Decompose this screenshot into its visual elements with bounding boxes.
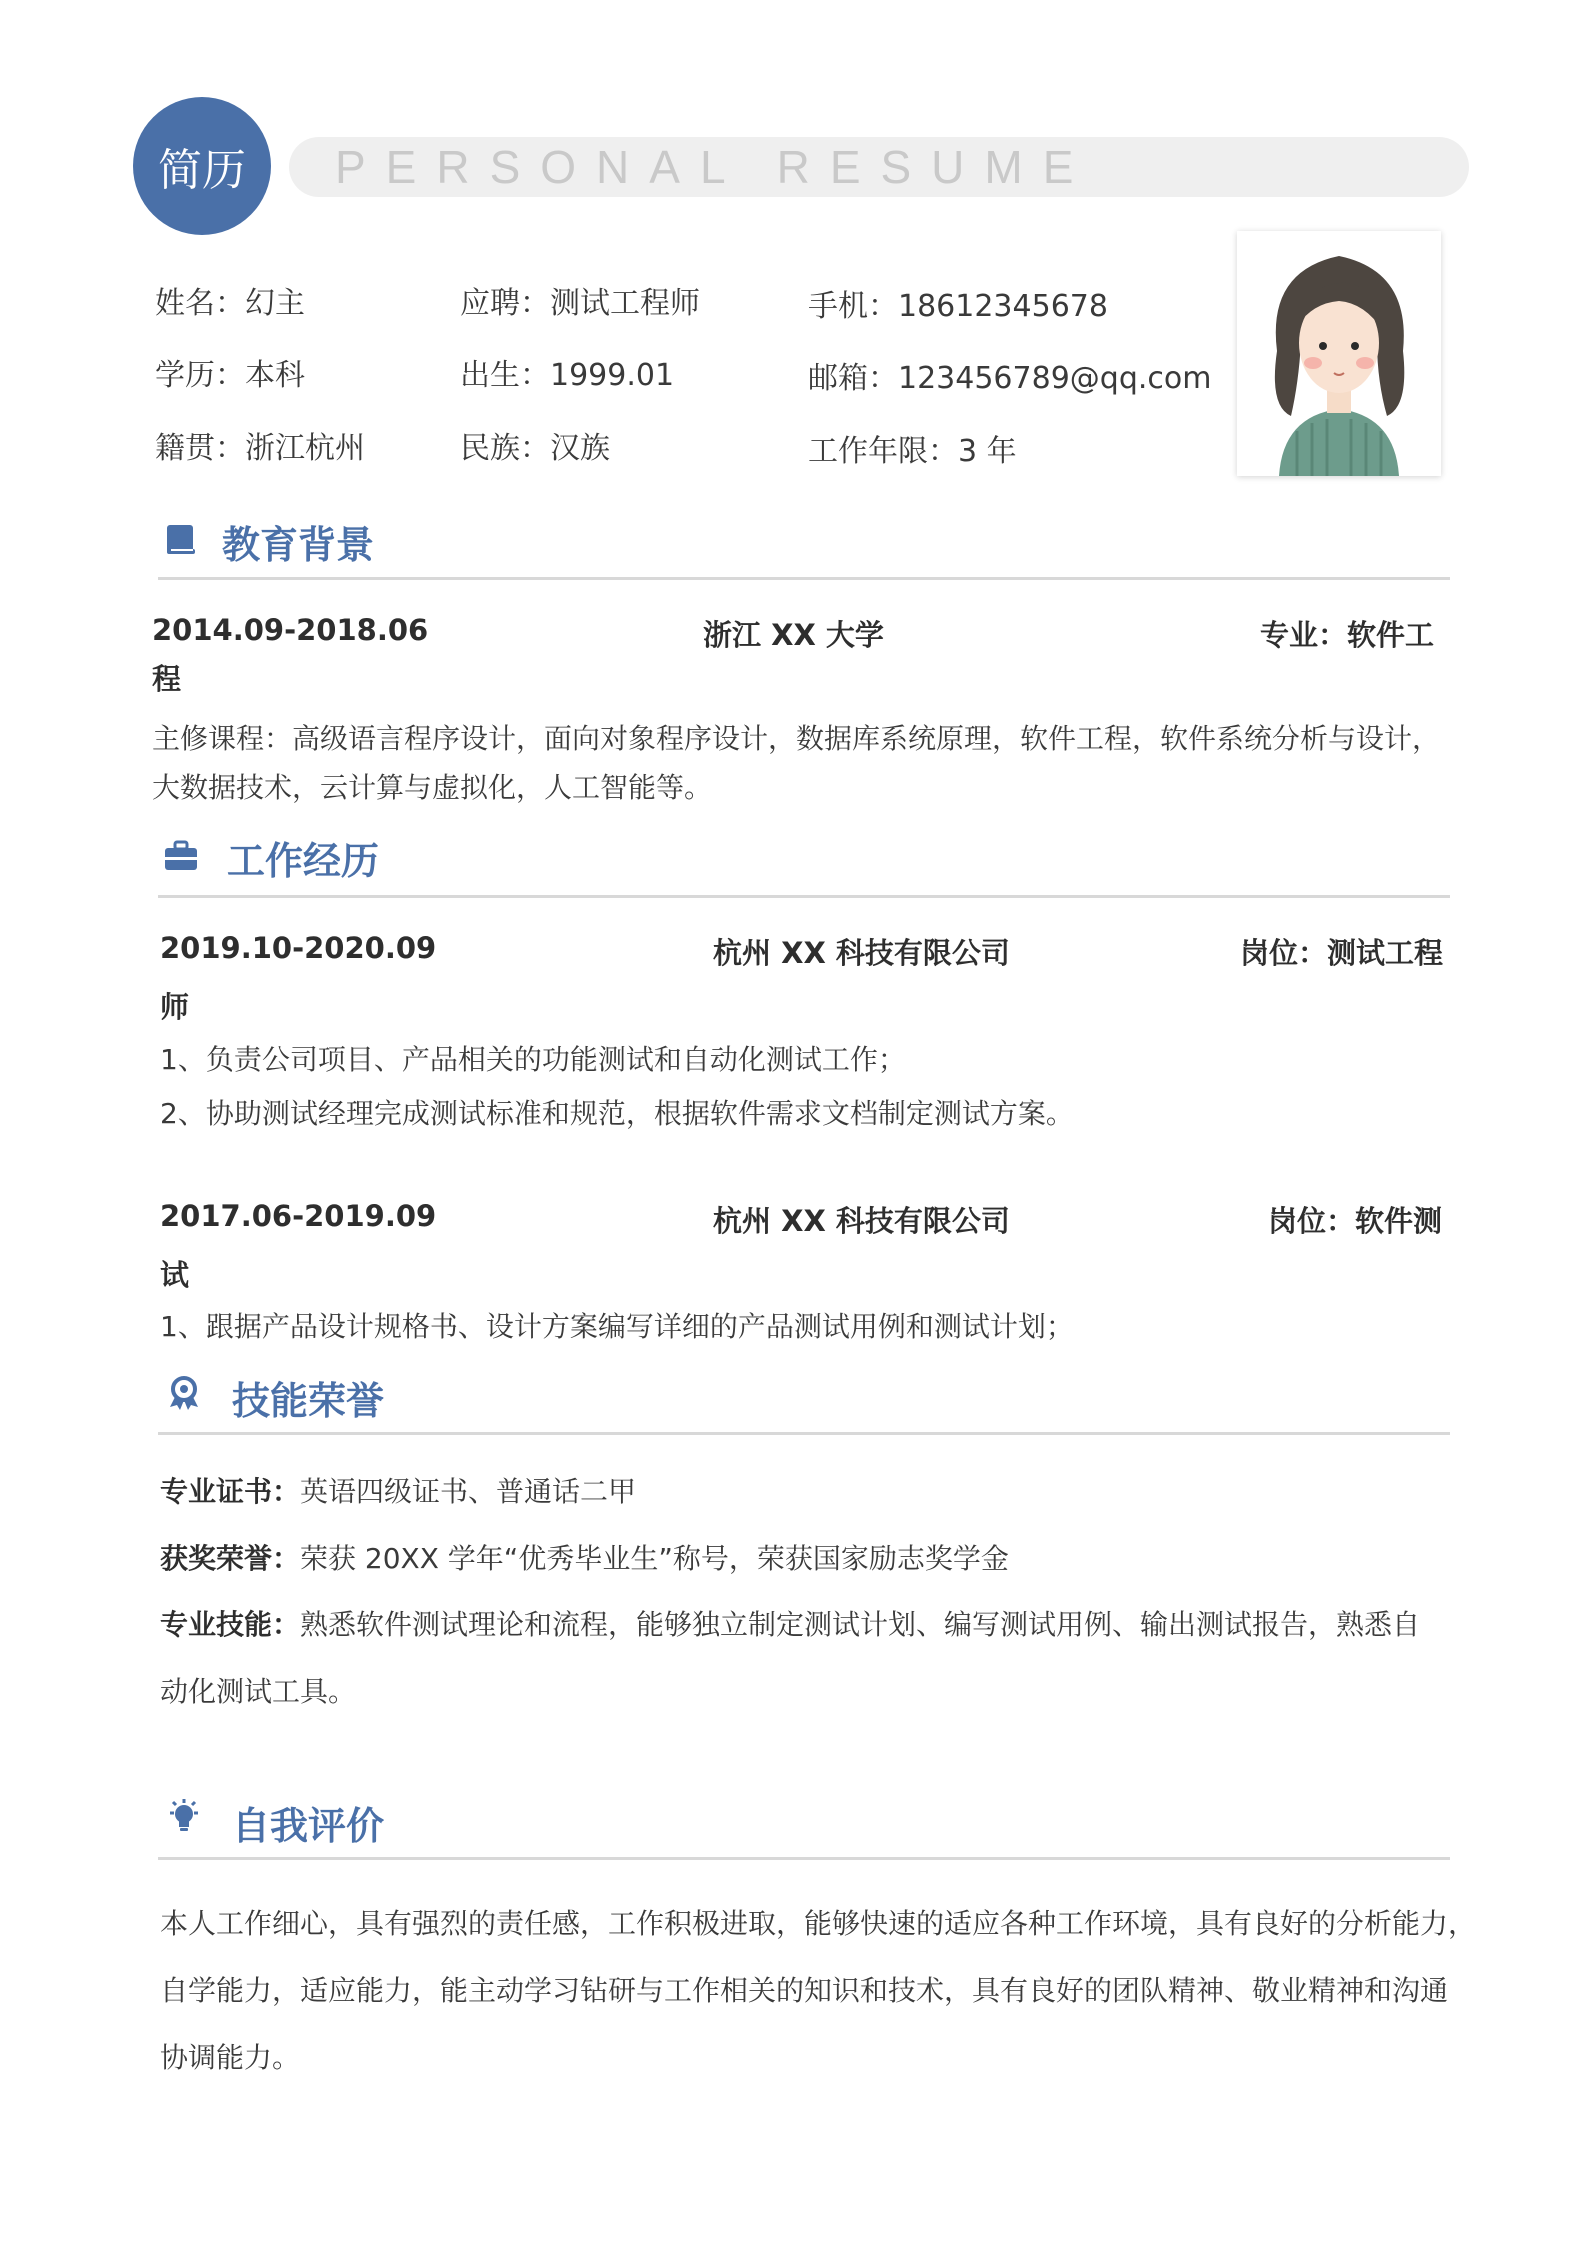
certificates-line: [160, 1470, 636, 1510]
skills-label: 专业技能：: [160, 1608, 301, 1641]
section-divider: [158, 577, 1450, 580]
skills-line: [160, 1603, 1420, 1643]
job-1-date: 2019.10-2020.09: [160, 931, 437, 965]
job-1-duty-1: 1、负责公司项目、产品相关的功能测试和自动化测试工作；: [160, 1043, 906, 1076]
certificates-text: 英语四级证书、普通话二甲: [300, 1475, 637, 1508]
section-divider: [158, 1857, 1450, 1860]
education-school: 浙江 XX 大学: [703, 618, 884, 652]
section-title-work: 工作经历: [227, 839, 380, 883]
section-title-education: 教育背景: [222, 523, 375, 567]
certificates-label: 专业证书：: [160, 1475, 301, 1508]
job-2-company: 杭州 XX 科技有限公司: [713, 1204, 1010, 1238]
job-1-role: 岗位：测试工程: [1240, 936, 1444, 970]
banner-title: PERSONAL RESUME: [335, 141, 1094, 193]
job-2-duty-1: 1、跟据产品设计规格书、设计方案编写详细的产品测试用例和测试计划；: [160, 1310, 1074, 1343]
job-2-role: 岗位：软件测: [1268, 1204, 1443, 1238]
self-eval-line2: 自学能力，适应能力，能主动学习钻研与工作相关的知识和技术，具有良好的团队精神、敬业精神和沟通: [160, 1974, 1449, 2007]
resume-badge: 简历: [133, 97, 271, 235]
avatar-illustration: [1237, 231, 1441, 476]
awards-label: 获奖荣誉：: [160, 1542, 301, 1575]
award-icon: [166, 1375, 202, 1411]
info-years: 工作年限：3 年: [808, 434, 1017, 469]
info-name: 姓名：幻主: [155, 286, 305, 321]
section-title-skills: 技能荣誉: [232, 1379, 385, 1423]
info-email: 邮箱：123456789@qq.com: [808, 361, 1212, 396]
job-1-company: 杭州 XX 科技有限公司: [713, 936, 1010, 970]
info-education: 学历：本科: [155, 358, 305, 393]
education-major: 专业：软件工: [1260, 618, 1435, 652]
job-1-role-cont: 师: [160, 990, 190, 1024]
info-birth: 出生：1999.01: [460, 358, 675, 393]
job-2-date: 2017.06-2019.09: [160, 1199, 437, 1233]
education-date: 2014.09-2018.06: [152, 613, 429, 647]
lightbulb-icon: [166, 1797, 202, 1833]
profile-photo: [1237, 231, 1441, 476]
awards-line: [160, 1537, 1009, 1577]
job-2-role-cont: 试: [160, 1258, 190, 1292]
self-eval-line3: 协调能力。: [160, 2041, 301, 2074]
skills-text: 熟悉软件测试理论和流程，能够独立制定测试计划、编写测试用例、输出测试报告，熟悉自: [300, 1608, 1421, 1641]
info-ethnicity: 民族：汉族: [460, 431, 610, 466]
awards-text: 荣获 20XX 学年“优秀毕业生”称号，荣获国家励志奖学金: [300, 1542, 1009, 1575]
education-major-cont: 程: [152, 662, 182, 696]
section-title-self: 自我评价: [232, 1804, 385, 1848]
section-divider: [158, 1432, 1450, 1435]
education-courses-line2: 大数据技术，云计算与虚拟化，人工智能等。: [152, 771, 713, 804]
education-courses-line1: 主修课程：高级语言程序设计，面向对象程序设计，数据库系统原理，软件工程，软件系统分析与设计，: [152, 722, 1441, 755]
section-divider: [158, 895, 1450, 898]
job-1-duty-2: 2、协助测试经理完成测试标准和规范，根据软件需求文档制定测试方案。: [160, 1097, 1074, 1130]
briefcase-icon: [163, 838, 199, 874]
info-phone: 手机：18612345678: [808, 289, 1108, 324]
book-icon: [163, 522, 199, 558]
self-eval-line1: 本人工作细心，具有强烈的责任感，工作积极进取，能够快速的适应各种工作环境，具有良好的分析能力，: [160, 1907, 1477, 1940]
info-position: 应聘：测试工程师: [460, 286, 700, 321]
skills-line-2: 动化测试工具。: [160, 1675, 357, 1708]
info-hometown: 籍贯：浙江杭州: [155, 431, 365, 466]
